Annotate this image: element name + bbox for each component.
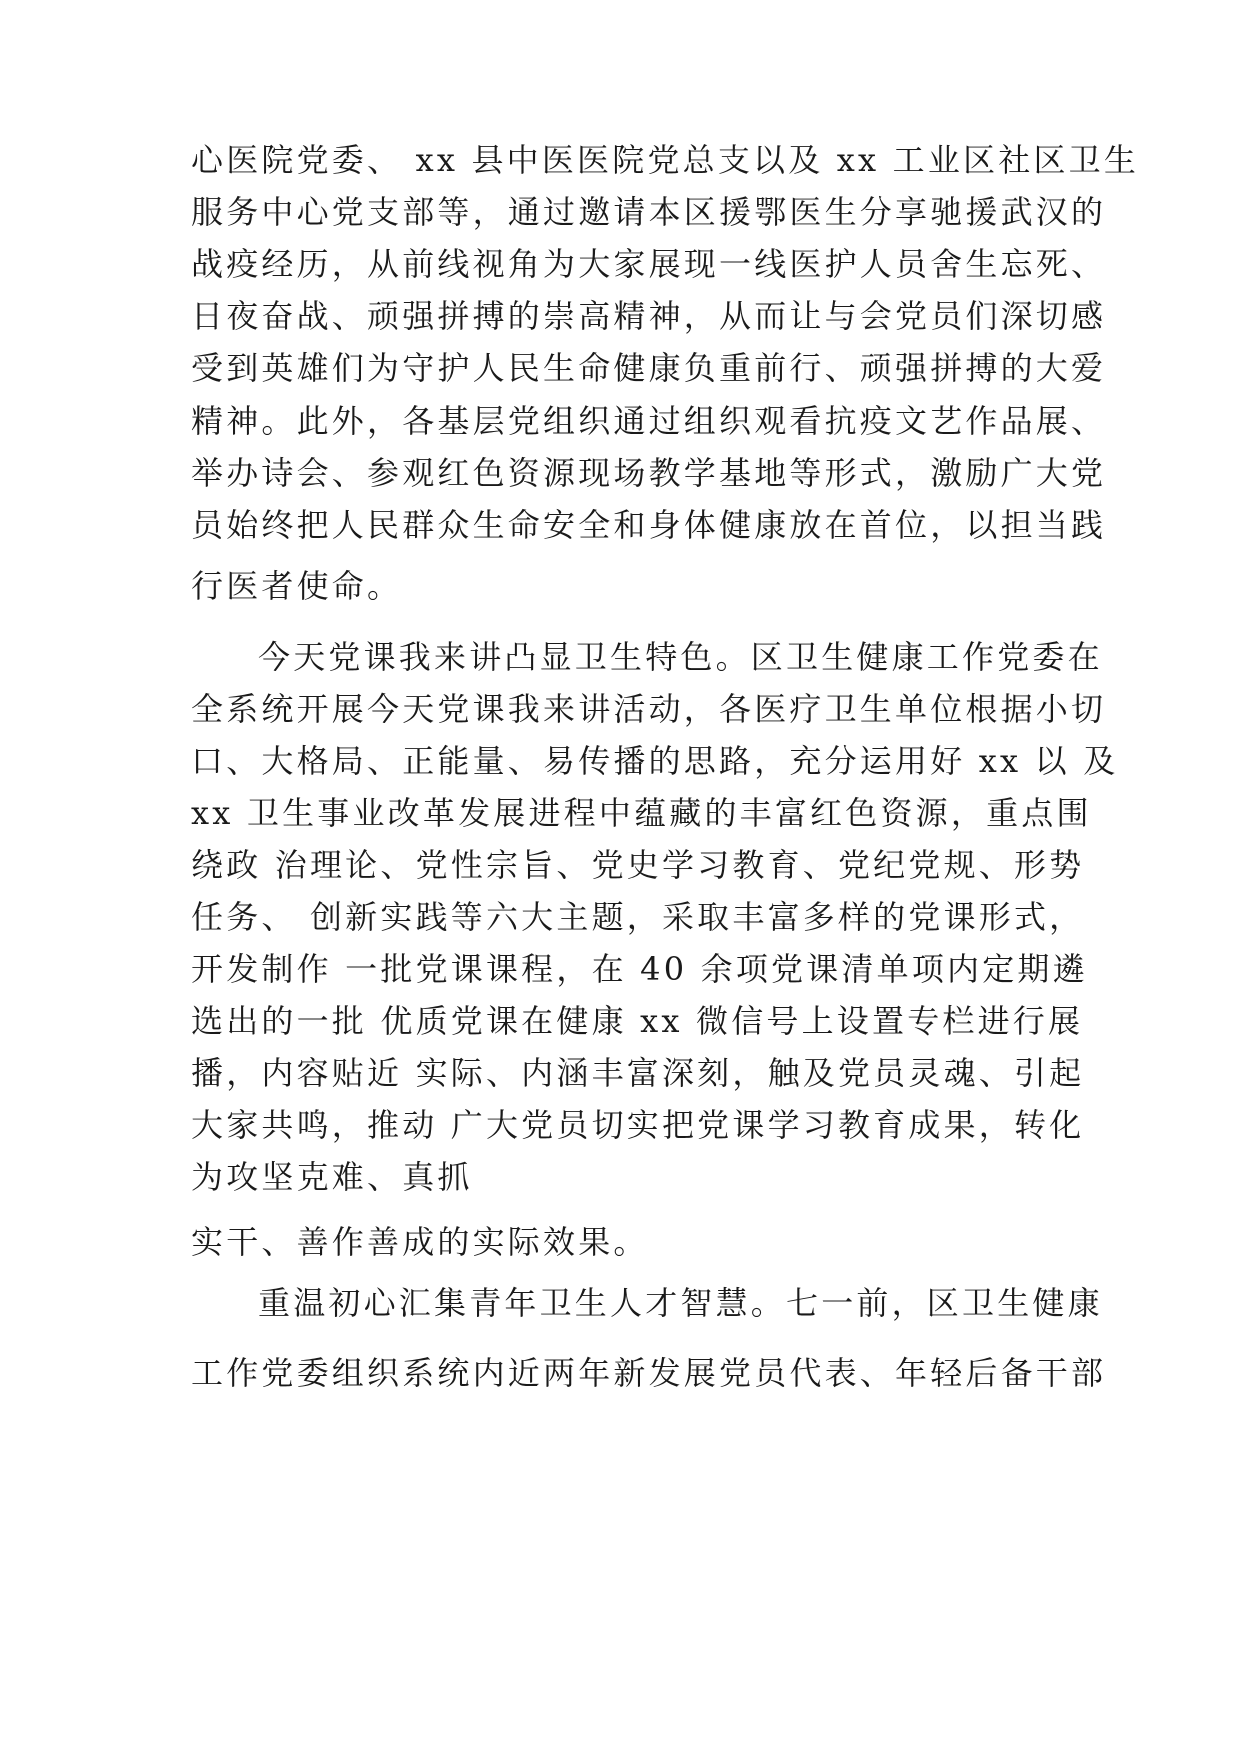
text-line: 员始终把人民群众生命安全和身体健康放在首位，以担当践	[191, 506, 1107, 544]
text-line: 播，内容贴近 实际、内涵丰富深刻，触及党员灵魂、引起	[191, 1054, 1085, 1092]
text-line: 战疫经历，从前线视角为大家展现一线医护人员舍生忘死、	[191, 245, 1107, 283]
text-line: xx 卫生事业改革发展进程中蕴藏的丰富红色资源，重点围	[191, 794, 1092, 832]
text-line: 举办诗会、参观红色资源现场教学基地等形式，激励广大党	[191, 454, 1107, 492]
text-line: 选出的一批 优质党课在健康 xx 微信号上设置专栏进行展	[191, 1002, 1084, 1040]
text-line: 实干、善作善成的实际效果。	[191, 1223, 649, 1261]
text-line: 日夜奋战、顽强拼搏的崇高精神，从而让与会党员们深切感	[191, 297, 1107, 335]
text-line: 精神。此外，各基层党组织通过组织观看抗疫文艺作品展、	[191, 402, 1107, 440]
text-line: 受到英雄们为守护人民生命健康负重前行、顽强拼搏的大爱	[191, 349, 1107, 387]
text-line: 全系统开展今天党课我来讲活动，各医疗卫生单位根据小切	[191, 690, 1107, 728]
text-line: 大家共鸣，推动 广大党员切实把党课学习教育成果，转化	[191, 1106, 1085, 1144]
text-line: 开发制作 一批党课课程，在 40 余项党课清单项内定期遴	[191, 950, 1088, 988]
paragraph-first-line: 重温初心汇集青年卫生人才智慧。七一前，区卫生健康	[258, 1284, 1103, 1322]
text-line: 行医者使命。	[191, 567, 403, 605]
text-line: 绕政 治理论、党性宗旨、党史学习教育、党纪党规、形势	[191, 846, 1085, 884]
text-line: 任务、 创新实践等六大主题，采取丰富多样的党课形式，	[191, 898, 1085, 936]
paragraph-first-line: 今天党课我来讲凸显卫生特色。区卫生健康工作党委在	[258, 638, 1103, 676]
text-line: 服务中心党支部等，通过邀请本区援鄂医生分享驰援武汉的	[191, 193, 1107, 231]
text-line: 工作党委组织系统内近两年新发展党员代表、年轻后备干部	[191, 1354, 1107, 1392]
text-line: 心医院党委、 xx 县中医医院党总支以及 xx 工业区社区卫生	[191, 141, 1140, 179]
text-line: 为攻坚克难、真抓	[191, 1158, 473, 1196]
text-line: 口、大格局、正能量、易传播的思路，充分运用好 xx 以 及	[191, 742, 1119, 780]
